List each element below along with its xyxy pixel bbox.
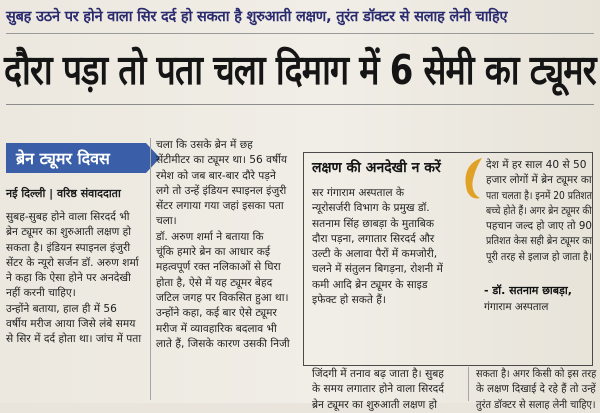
text-line: से सिर में दर्द होता था। जांच में पता [6,333,142,346]
text-line: ने कहा कि ऐसा होने पर अनदेखी [6,272,131,285]
kicker-divider [6,33,594,34]
text-line: जिंदगी में तनाव बढ़ जाता है। सुबह [312,368,444,380]
text-line: महत्वपूर्ण रक्त नलिकाओं से घिरा [156,261,281,274]
text-line: इफेक्ट हो सकते हैं। [312,294,386,307]
text-line: सेंटीमीटर का ट्यूमर था। 56 वर्षीय [156,154,288,167]
text-line: लाते हैं, जिसके कारण उसकी निजी [156,337,290,350]
text-line: रमेश को जब बार-बार दौरे पड़ने [156,169,276,182]
kicker-headline: सुबह उठने पर होने वाला सिर दर्द हो सकता है शुरुआती लक्षण, तुरंत डॉक्टर से सलाह लेनी चाहिए [6,9,508,25]
text-line: पहचान जल्द हो जाए तो 90 [486,220,592,233]
text-line: सकता है। इंडियन स्पाइनल इंजुरी [6,241,131,254]
text-line: सकता है। अगर किसी को इस तरह [476,368,597,380]
text-line: चलने में संतुलन बिगड़ना, रोशनी में [312,263,443,276]
text-line: उन्होंने बताया, हाल ही में 56 [6,302,117,315]
text-line: लगे तो उन्हें इंडियन स्पाइनल इंजुरी [156,184,287,197]
text-line: प्रतिशत केस सही ब्रेन ट्यूमर का [486,235,592,248]
text-line: डॉ. अरुण शर्मा ने बताया कि [156,230,264,243]
column-divider-2 [468,367,469,401]
text-line: जटिल जगह पर विकसित हुआ था। [156,291,289,304]
column-divider [150,138,151,400]
text-line: पूरी तरह से इलाज हो जाता है। [486,250,592,263]
text-line: चूंकि हमारे ब्रेन का आधार कई [156,246,271,259]
text-line: उल्टी के अलावा पैरों में कमजोरी, [312,248,438,261]
text-line: न्यूरोसर्जरी विभाग के प्रमुख डॉ. [312,202,430,215]
section-ribbon: ब्रेन ट्यूमर दिवस [6,143,146,173]
article-column-4 [476,367,596,413]
text-line: उन्होंने कहा, कई बार ऐसे ट्यूमर [156,307,277,320]
text-line: चला। [156,215,177,228]
text-line: चला कि उसके ब्रेन में छह [156,139,253,151]
sidebar-text [312,186,460,308]
text-line: पता चलता है। इनमें 20 प्रतिशत [486,189,592,202]
article-column-1 [6,210,146,348]
text-line: होता है, ऐसे में यह ट्यूमर बेहद [156,276,273,289]
text-line: हजार लोगों में ब्रेन ट्यूमर का [486,174,592,187]
article-column-2 [156,138,299,352]
text-line: दौरा पड़ना, लगातार सिरदर्द और [312,232,435,245]
text-line: मरीज में व्यावहारिक बदलाव भी [156,322,277,335]
text-line: सर गंगाराम अस्पताल के [312,187,405,199]
text-line: ब्रेन ट्यूमर का शुरुआती लक्षण हो [6,226,132,239]
byline: नई दिल्ली | वरिष्ठ संवाददाता [6,187,121,200]
text-line: नहीं करनी चाहिए। [6,287,76,300]
text-line: के लक्षण दिखाई दे रहे हैं तो उन्हें [476,383,596,396]
quote-organization: गंगाराम अस्पताल [484,301,549,313]
headline-divider [6,104,594,105]
text-line: सेंटर लगाया गया जहां इसका पता [156,200,284,213]
text-line: कमी आदि ब्रेन ट्यूमर के साइड [312,278,428,291]
text-line: तुरंत डॉक्टर से सलाह लेनी चाहिए। [476,398,596,411]
text-line: के समय लगातार होने वाला सिरदर्द [312,383,444,396]
text-line: ब्रेन ट्यूमर का शुरुआती लक्षण हो [312,398,438,411]
text-line: बच्चे होते हैं। अगर ब्रेन ट्यूमर की [486,204,592,217]
pull-quote [486,158,592,265]
sidebar-title: लक्षण की अनदेखी न करें [312,160,441,176]
text-line: सेंटर के न्यूरो सर्जन डॉ. अरुण शर्मा [6,256,139,269]
text-line: सतनाम सिंह छाबड़ा के मुताबिक [312,217,434,230]
quote-author: - डॉ. सतनाम छाबड़ा, [484,284,572,297]
article-column-3 [312,367,462,413]
text-line: वर्षीय मरीज आया जिसे लंबे समय [6,318,136,331]
text-line: सुबह-सुबह होने वाला सिरदर्द भी [6,211,130,223]
quote-mark-icon [462,156,484,202]
main-headline: दौरा पड़ा तो पता चला दिमाग में 6 सेमी का ट्यूमर [4,46,596,94]
text-line: देश में हर साल 40 से 50 [486,159,587,171]
